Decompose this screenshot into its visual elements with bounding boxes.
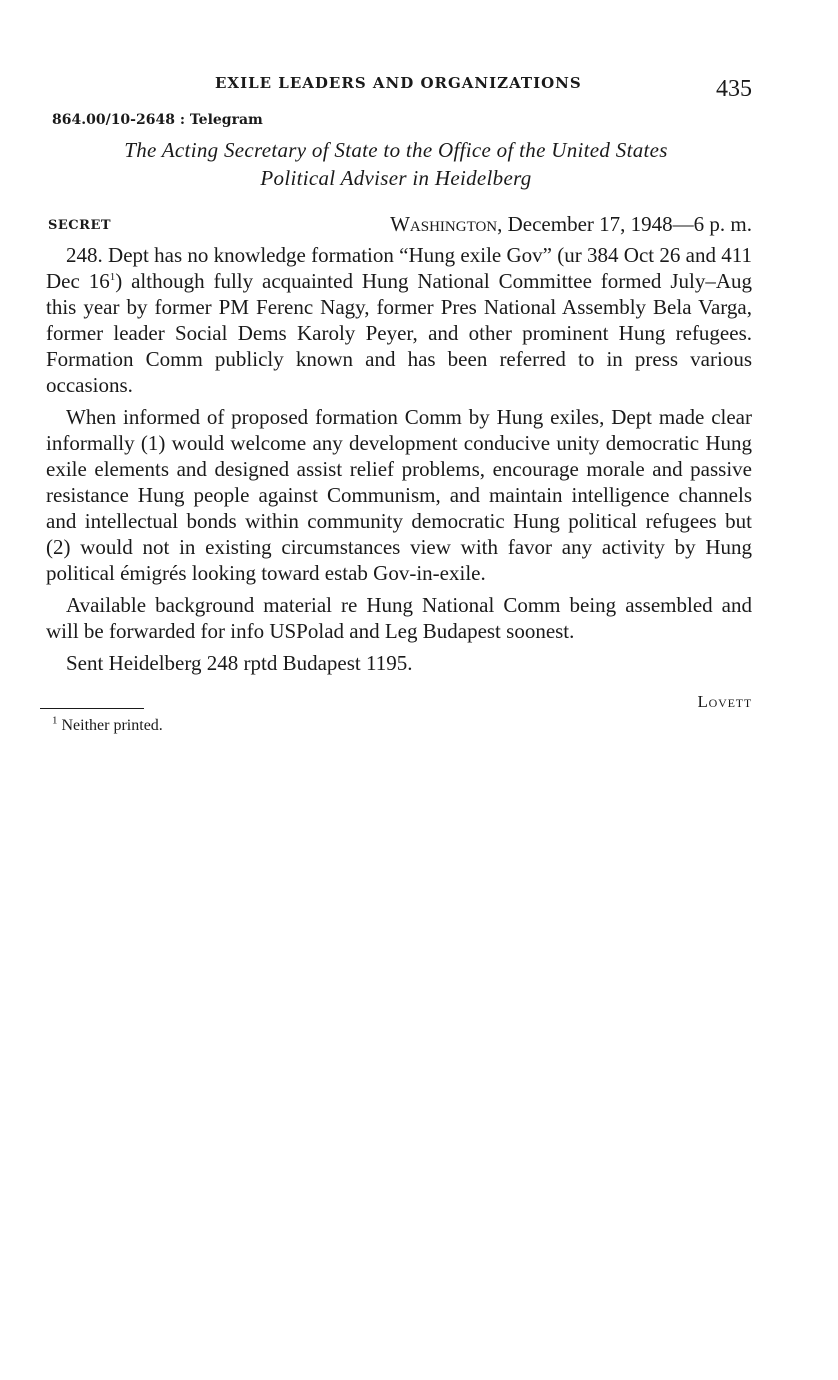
document-reference: 864.00/10-2648 : Telegram [52,112,263,128]
running-head [40,60,752,100]
footnote-reference: 1 [109,271,116,283]
section-title: EXILE LEADERS AND ORGANIZATIONS [215,74,582,92]
paragraph-4: Sent Heidelberg 248 rptd Budapest 1195. [66,651,413,675]
page-number: 435 [716,76,752,102]
classification-label: SECRET [48,218,112,233]
signature: Lovett [697,692,752,711]
document-title-line-2: Political Adviser in Heidelberg [260,166,532,190]
place: Washington [390,212,498,236]
footnote-divider [40,708,144,709]
date: , December 17, 1948—6 p. m. [497,212,752,236]
paragraph-1 [40,242,752,398]
footnote [52,714,752,735]
document-title [40,136,752,192]
footnote-text: Neither printed. [61,717,163,734]
dateline [40,212,752,242]
document-page [40,60,752,735]
footnote-marker: 1 [52,714,58,727]
place-and-date [390,212,752,237]
paragraph-1-part-a: 248. Dept has no knowledge formation “Hung exile Gov” (ur 384 Oct 26 and 411 Dec 16 [46,243,752,293]
paragraph-3: Available background material re Hung National Comm being assembled and will be forwarded for info USPolad and Leg Budapest soonest. [46,593,752,643]
document-title-line-1: The Acting Secretary of State to the Office of the United States [124,138,668,162]
paragraph-1-part-b: ) although fully acquainted Hung National Committee formed July–Aug this year by former PM Ferenc Nagy, former Pres National Assembly Bela Varga, former leader Social Dems Karoly Peyer, and other prominent Hung refugees. Formation Comm publicly known and has been referred to in press various occasions. [46,269,752,397]
paragraph-2: When informed of proposed formation Comm by Hung exiles, Dept made clear informally (1) would welcome any development conducive unity democratic Hung exile elements and designed assist relief problems, encourage morale and passive resistance Hung people against Communism, and maintain intelligence channels and intellectual bonds within community democratic Hung political refugees but (2) would not in existing circumstances view with favor any activity by Hung political émigrés looking toward estab Gov-in-exile. [46,405,752,585]
